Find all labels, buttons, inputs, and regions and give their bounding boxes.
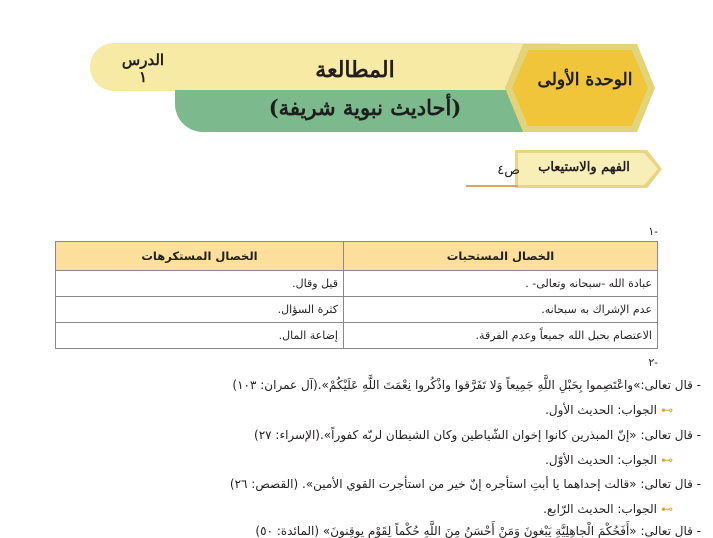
- header-disliked-traits: الخصال المستكرهات: [56, 242, 344, 271]
- answer-text: الجواب: الحديث الرّابع.: [543, 502, 657, 516]
- page-title: المطالعة: [315, 57, 395, 83]
- traits-table: [55, 241, 658, 349]
- section-tag-label: الفهم والاستيعاب: [538, 160, 630, 175]
- answer-text: الجواب: الحديث الأول.: [545, 403, 657, 417]
- key-icon: ⊶: [661, 403, 673, 417]
- quote-line: - قال تعالى: «قالت إحداهما يا أبتِ استأجره إنّ خير من استأجرت القوي الأمين». (القصص: ٢٦): [229, 477, 701, 491]
- table-row: [56, 297, 658, 323]
- table-row: [56, 323, 658, 349]
- question-1-number: -١: [648, 225, 658, 238]
- answer-text: الجواب: الحديث الأوّل.: [545, 453, 657, 467]
- table-cell: عبادة الله -سبحانه وتعالى- .: [344, 271, 658, 297]
- key-icon: ⊶: [661, 453, 673, 467]
- table-cell: كثرة السؤال.: [56, 297, 344, 323]
- question-2-number: -٢: [648, 356, 658, 369]
- answer-line: [545, 403, 673, 417]
- quote-line: - قال تعالى:»واعْتَصِموا بِحَبْلِ اللَّهِ جَمِيعاً وَلا تَفَرَّقوا واذْكُروا نِعْمَتَ اللَّهِ عَلَيْكُمْ».(آل عمران: ١٠٣): [232, 378, 701, 392]
- table-cell: الاعتصام بحبل الله جميعاً وعدم الفرقة.: [344, 323, 658, 349]
- unit-title: الوحدة الأولى: [537, 70, 633, 90]
- page-reference: ص٤: [497, 163, 520, 178]
- answer-line: [543, 502, 673, 516]
- lesson-badge: [112, 52, 174, 86]
- table-row: [56, 271, 658, 297]
- quote-line: - قال تعالى: «أَفَحُكْمَ الْجاهِلِيَّةِ يَبْغونَ وَمَنْ أَحْسَنُ مِنَ اللَّهِ حُكْماً لِقَوْمٍ يوقِنونَ» (المائدة: ٥٠): [255, 524, 701, 538]
- lesson-number: ١: [138, 68, 148, 86]
- table-cell: قيل وقال.: [56, 271, 344, 297]
- answer-line: [545, 453, 673, 467]
- header-desirable-traits: الخصال المستحبات: [344, 242, 658, 271]
- table-header-row: [56, 242, 658, 271]
- section-underline: [466, 185, 518, 187]
- quote-line: - قال تعالى: «إنّ المبذرين كانوا إخوان الشّياطين وكان الشيطان لربّه كفوراً».(الإسراء: ٢٧): [254, 428, 701, 442]
- page-subtitle: (أحاديث نبوية شريفة): [268, 95, 462, 120]
- table-cell: إضاعة المال.: [56, 323, 344, 349]
- key-icon: ⊶: [661, 502, 673, 516]
- table-cell: عدم الإشراك به سبحانه.: [344, 297, 658, 323]
- lesson-label: الدرس: [121, 51, 165, 69]
